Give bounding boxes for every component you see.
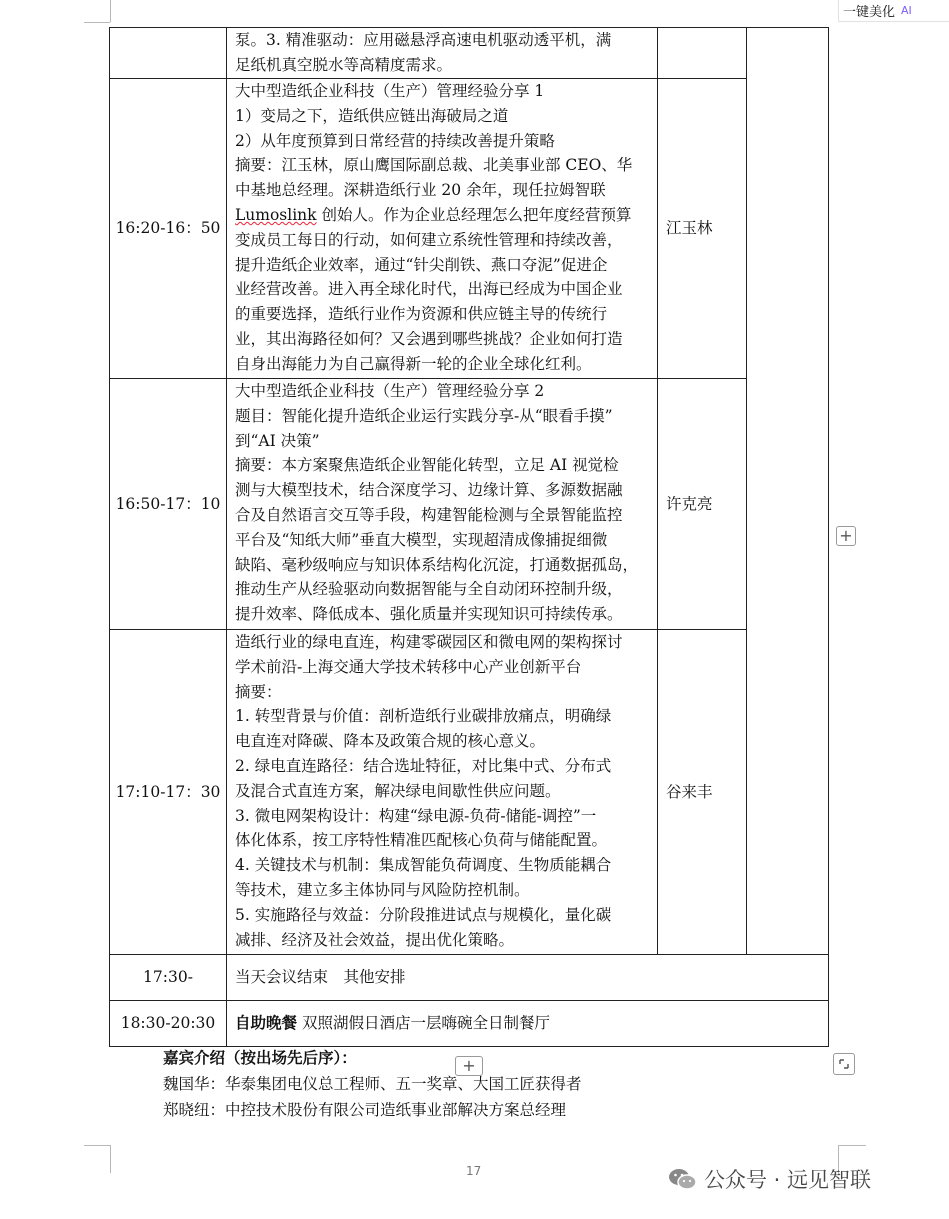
content-line: 大中型造纸企业科技（生产）管理经验分享 1 — [235, 82, 545, 100]
agenda-table — [109, 27, 829, 1047]
page-corner-mark — [84, 0, 111, 22]
speaker-cell: 许克亮 — [658, 379, 747, 630]
time-cell: 18:30-20:30 — [110, 1001, 227, 1047]
content-line: 2）从年度预算到日常经营的持续改善提升策略 — [235, 131, 555, 150]
time-cell — [110, 28, 227, 79]
content-cell — [227, 630, 658, 955]
page-corner-mark — [110, 1145, 111, 1173]
guest-section-title: 嘉宾介绍（按出场先后序）： — [163, 1048, 357, 1067]
content-line: 造纸行业的绿电直连，构建零碳园区和微电网的架构探讨 — [235, 633, 623, 651]
content-line: 3. 微电网架构设计：构建“绿电源-负荷-储能-调控”一 — [235, 806, 597, 825]
content-line: 足纸机真空脱水等高精度需求。 — [235, 55, 453, 74]
page-number: 17 — [466, 1164, 482, 1178]
content-line: 5. 实施路径与效益：分阶段推进试点与规模化，量化碳 — [235, 905, 612, 924]
watermark-text: 公众号 · 远见智联 — [704, 1168, 872, 1192]
content-line: 及混合式直连方案，解决绿电间歇性供应问题。 — [235, 781, 561, 800]
content-line: 1）变局之下，造纸供应链出海破局之道 — [235, 106, 509, 125]
table-row — [110, 630, 829, 955]
content-line: 变成员工每日的行动，如何建立系统性管理和持续改善， — [235, 230, 623, 249]
wechat-logo-icon — [668, 1167, 698, 1191]
time-cell: 17:30- — [110, 955, 227, 1001]
content-line: 到“AI 决策” — [235, 431, 320, 450]
table-resize-handle[interactable] — [833, 1053, 855, 1075]
content-cell — [227, 79, 658, 379]
content-line: 泵。3. 精准驱动：应用磁悬浮高速电机驱动透平机，满 — [235, 31, 612, 49]
time-cell: 16:20-16：50 — [110, 79, 227, 379]
content-line: 平台及“知纸大师”垂直大模型，实现超清成像捕捉细微 — [235, 530, 608, 549]
guest-item: 郑晓纽：中控技术股份有限公司造纸事业部解决方案总经理 — [163, 1101, 567, 1119]
content-cell — [227, 955, 829, 1001]
guest-item: 魏国华：华泰集团电仪总工程师、五一奖章、大国工匠获得者 — [163, 1075, 582, 1093]
content-line: 减排、经济及社会效益，提出优化策略。 — [235, 930, 515, 949]
beautify-button[interactable] — [838, 0, 949, 22]
guest-section — [163, 1045, 582, 1123]
table-row — [110, 1001, 829, 1047]
content-line: 等技术，建立多主体协同与风险防控机制。 — [235, 880, 530, 899]
content-line: 摘要：本方案聚焦造纸企业智能化转型，立足 AI 视觉检 — [235, 456, 619, 475]
time-cell: 17:10-17：30 — [110, 630, 227, 955]
plus-icon: + — [462, 1056, 476, 1075]
closing-text: 当天会议结束 其他安排 — [235, 968, 406, 987]
dinner-venue: 双照湖假日酒店一层嗨碗全日制餐厅 — [297, 1014, 550, 1033]
plus-icon: + — [839, 526, 853, 545]
content-line: 业，其出海路径如何？又会遇到哪些挑战？企业如何打造 — [235, 329, 623, 348]
content-cell — [227, 379, 658, 630]
content-line: 4. 关键技术与机制：集成智能负荷调度、生物质能耦合 — [235, 856, 612, 875]
content-line: 学术前沿-上海交通大学技术转移中心产业创新平台 — [235, 657, 582, 676]
time-cell: 16:50-17：10 — [110, 379, 227, 630]
blank-cell — [747, 28, 829, 955]
content-line: 摘要： — [235, 682, 282, 701]
misspelled-word[interactable]: Lumoslink — [235, 205, 317, 224]
ai-badge: AI — [901, 4, 912, 17]
content-line: 的重要选择，造纸行业作为资源和供应链主导的传统行 — [235, 305, 608, 324]
page-corner-mark — [838, 1145, 866, 1146]
content-line: 提升造纸企业效率，通过“针尖削铁、燕口夺泥”促进企 — [235, 255, 608, 274]
table-row — [110, 28, 829, 79]
content-line: 中基地总经理。深耕造纸行业 20 余年，现任拉姆智联 — [235, 181, 606, 200]
content-line: 1. 转型背景与价值：剖析造纸行业碳排放痛点，明确绿 — [235, 707, 612, 726]
speaker-cell — [658, 28, 747, 79]
content-line: 缺陷、毫秒级响应与知识体系结构化沉淀，打通数据孤岛， — [235, 555, 639, 574]
table-resize-icon — [838, 1058, 850, 1070]
content-cell — [227, 28, 658, 79]
page-corner-mark — [84, 22, 110, 23]
content-line: 摘要：江玉林，原山鹰国际副总裁、北美事业部 CEO、华 — [235, 156, 633, 175]
page-corner-mark — [84, 1145, 110, 1146]
beautify-label: 一键美化 — [843, 5, 896, 20]
content-line: 测与大模型技术，结合深度学习、边缘计算、多源数据融 — [235, 481, 623, 500]
content-line: 推动生产从经验驱动向数据智能与全自动闭环控制升级， — [235, 580, 623, 599]
add-column-button[interactable] — [836, 526, 856, 546]
content-line: 大中型造纸企业科技（生产）管理经验分享 2 — [235, 382, 545, 400]
content-line: Lumoslink 创始人。作为企业总经理怎么把年度经营预算 — [235, 205, 632, 224]
content-line: 题目：智能化提升造纸企业运行实践分享-从“眼看手摸” — [235, 406, 613, 425]
table-row — [110, 955, 829, 1001]
dinner-label: 自助晚餐 — [235, 1013, 298, 1033]
speaker-cell: 谷来丰 — [658, 630, 747, 955]
content-line: 提升效率、降低成本、强化质量并实现知识可持续传承。 — [235, 605, 623, 624]
content-line: 电直连对降碳、降本及政策合规的核心意义。 — [235, 732, 546, 751]
table-row — [110, 79, 829, 379]
content-line: 体化体系，按工序特性精准匹配核心负荷与储能配置。 — [235, 831, 608, 850]
content-line: 合及自然语言交互等手段，构建智能检测与全景智能监控 — [235, 505, 623, 524]
watermark — [668, 1164, 871, 1194]
content-line: 2. 绿电直连路径：结合选址特征，对比集中式、分布式 — [235, 756, 612, 775]
speaker-cell: 江玉林 — [658, 79, 747, 379]
content-cell — [227, 1001, 829, 1047]
content-line: 自身出海能力为自己赢得新一轮的企业全球化红利。 — [235, 354, 592, 373]
table-row — [110, 379, 829, 630]
content-line: 业经营改善。进入再全球化时代，出海已经成为中国企业 — [235, 280, 623, 299]
